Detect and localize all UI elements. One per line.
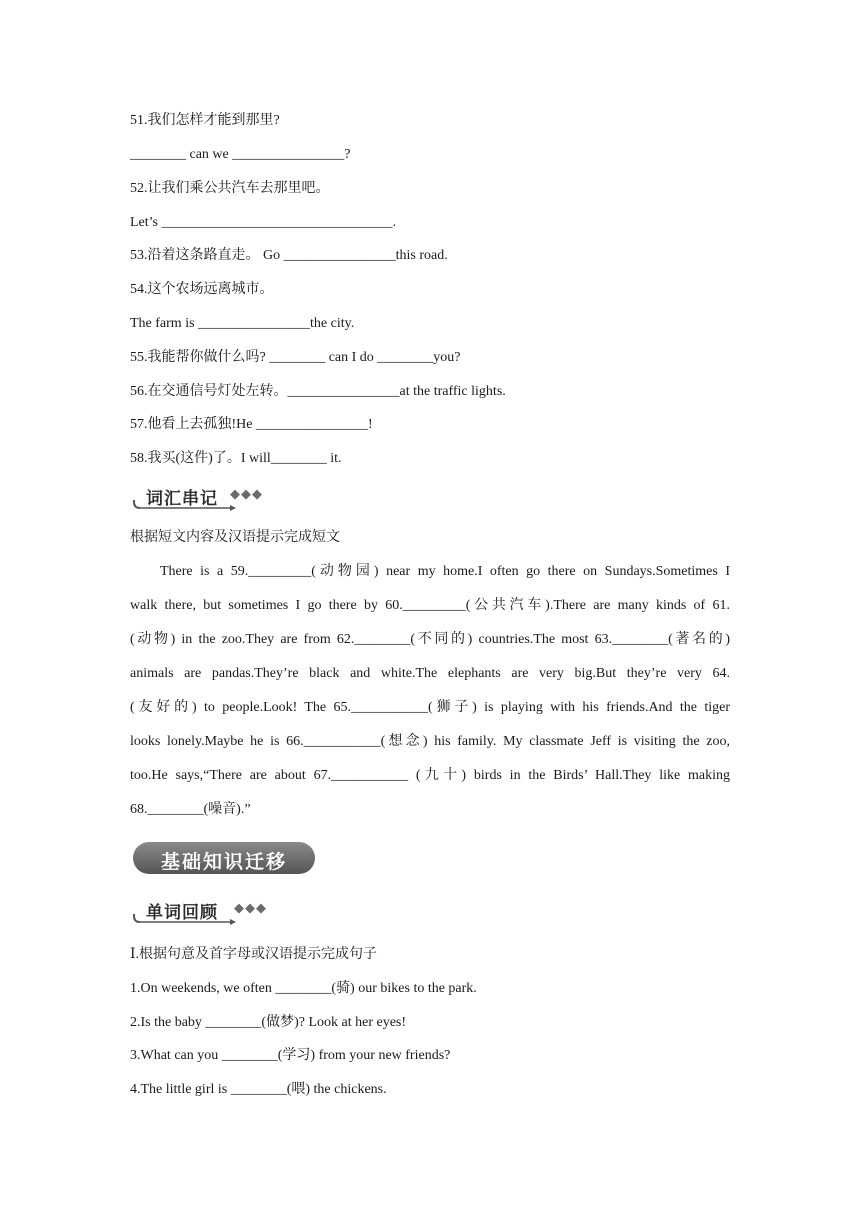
diamond-icons: ◆◆◆	[230, 487, 263, 502]
passage-line: looks lonely.Maybe he is 66.___________(想念) his family. My classmate Jeff is visiting the zoo,	[130, 734, 730, 749]
word-review-instruction: Ⅰ.根据句意及首字母或汉语提示完成句子	[130, 947, 378, 962]
vocab-instruction: 根据短文内容及汉语提示完成短文	[130, 530, 340, 545]
passage-line: (动物) in the zoo.They are from 62.________(不同的) countries.The most 63.________(著名的)	[130, 632, 730, 647]
passage-line: walk there, but sometimes I go there by 60._________(公共汽车).There are many kinds of 61.	[130, 598, 730, 613]
item-53: 53.沿着这条路直走。 Go ________________this road.	[130, 248, 448, 263]
item-57: 57.他看上去孤独!He ________________!	[130, 417, 373, 432]
item-56: 56.在交通信号灯处左转。________________at the traffic lights.	[130, 384, 506, 399]
vocab-section-header	[132, 484, 282, 514]
passage-line: too.He says,“There are about 67.___________ (九十) birds in the Birds’ Hall.They like making	[130, 768, 730, 783]
item-54-answer: The farm is ________________the city.	[130, 316, 355, 331]
word-review-section-title: 单词回顾	[146, 903, 218, 923]
review-item-4: 4.The little girl is ________(喂) the chickens.	[130, 1082, 387, 1097]
passage-line: animals are pandas.They’re black and white.The elephants are very big.But they’re very 64.	[130, 666, 730, 681]
passage-line: (友好的) to people.Look! The 65.___________(狮子) is playing with his friends.And the tiger	[130, 700, 730, 715]
word-review-section-header	[132, 898, 282, 928]
item-51-answer: ________ can we ________________?	[130, 147, 351, 162]
banner-title: 基础知识迁移	[160, 851, 287, 873]
item-55: 55.我能帮你做什么吗? ________ can I do ________you?	[130, 350, 461, 365]
diamond-icons: ◆◆◆	[234, 901, 267, 916]
item-54-prompt: 54.这个农场远离城市。	[130, 282, 274, 297]
review-item-1: 1.On weekends, we often ________(骑) our bikes to the park.	[130, 981, 477, 996]
passage-line: 68.________(噪音).”	[130, 802, 251, 817]
item-52-prompt: 52.让我们乘公共汽车去那里吧。	[130, 181, 330, 196]
item-58: 58.我买(这件)了。I will________ it.	[130, 451, 342, 466]
review-item-3: 3.What can you ________(学习) from your new friends?	[130, 1048, 451, 1063]
item-51-prompt: 51.我们怎样才能到那里?	[130, 113, 280, 128]
passage-line: There is a 59._________(动物园) near my home.I often go there on Sundays.Sometimes I	[160, 564, 730, 579]
vocab-section-title: 词汇串记	[146, 489, 218, 509]
item-52-answer: Let’s _________________________________.	[130, 215, 396, 230]
cloze-passage	[130, 555, 730, 827]
section-banner	[133, 842, 315, 874]
review-item-2: 2.Is the baby ________(做梦)? Look at her eyes!	[130, 1015, 407, 1030]
